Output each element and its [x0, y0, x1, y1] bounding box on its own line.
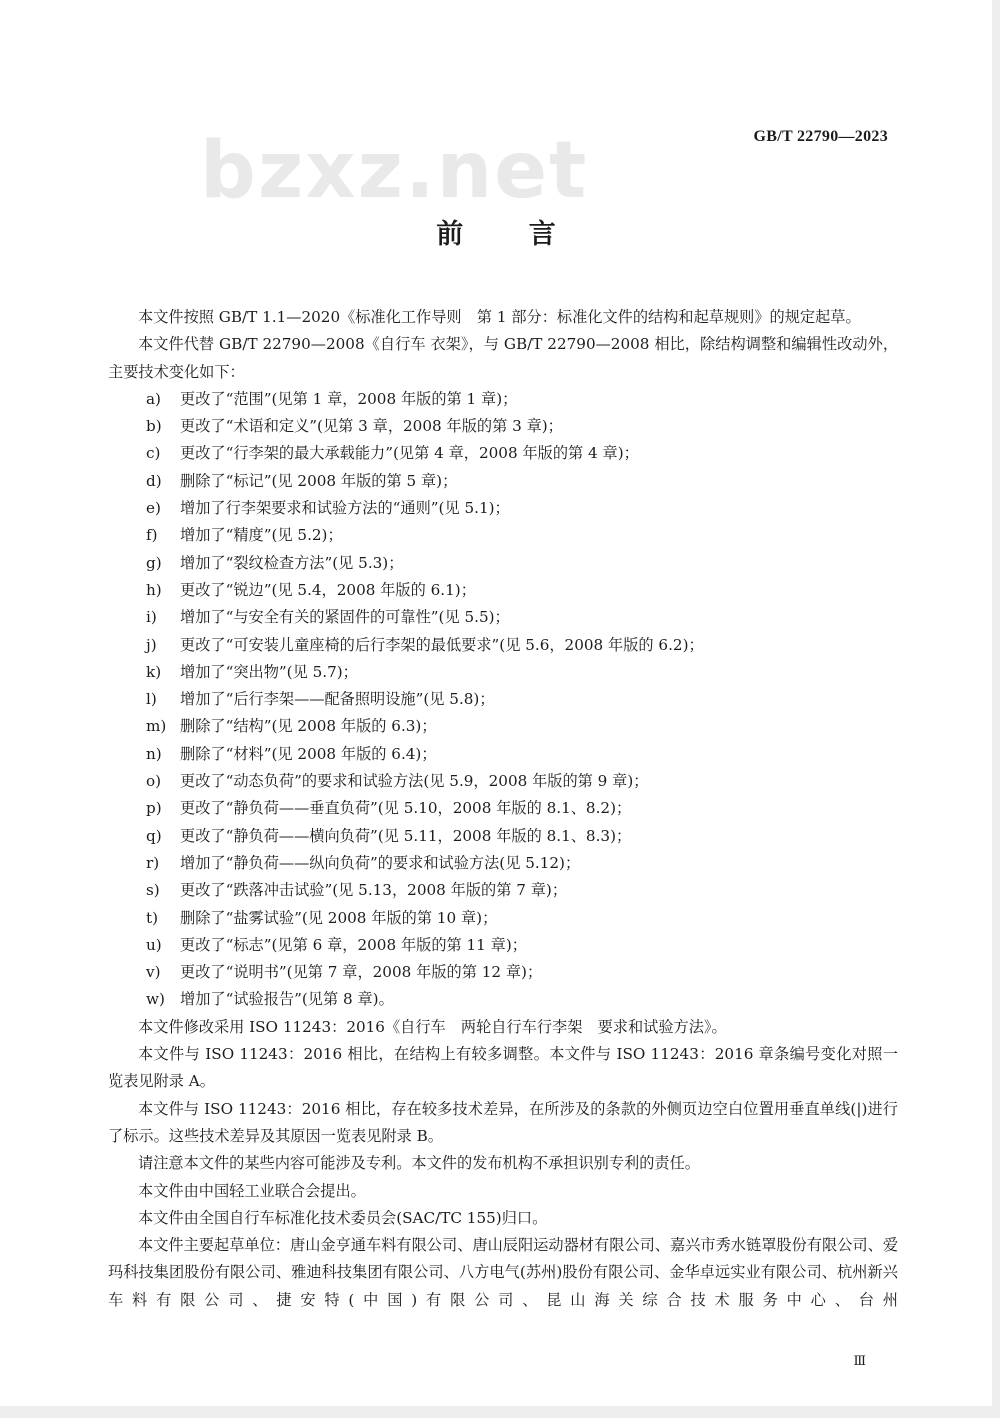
list-marker: r)	[146, 853, 160, 872]
list-item	[108, 659, 898, 686]
list-item	[108, 550, 898, 577]
list-item-text: 增加了“精度”(见 5.2)；	[180, 526, 343, 545]
list-marker: n)	[146, 744, 162, 763]
paragraph-patent-notice: 请注意本文件的某些内容可能涉及专利。本文件的发布机构不承担识别专利的责任。	[138, 1154, 700, 1173]
list-marker: m)	[146, 717, 167, 736]
list-marker: v)	[146, 963, 161, 982]
list-item	[108, 768, 898, 795]
list-marker: f)	[146, 526, 158, 545]
list-item	[108, 795, 898, 822]
list-item	[108, 495, 898, 522]
list-item-text: 删除了“材料”(见 2008 年版的 6.4)；	[180, 744, 437, 763]
list-item	[108, 932, 898, 959]
list-item-text: 增加了“试验报告”(见第 8 章)。	[180, 990, 394, 1009]
list-item	[108, 877, 898, 904]
list-marker: t)	[146, 908, 159, 927]
list-item-text: 更改了“标志”(见第 6 章，2008 年版的第 11 章)；	[180, 935, 527, 954]
list-marker: k)	[146, 662, 162, 681]
paragraph-adoption: 本文件修改采用 ISO 11243：2016《自行车 两轮自行车行李架 要求和试验方法》。	[138, 1017, 727, 1036]
list-item	[108, 823, 898, 850]
list-item	[108, 468, 898, 495]
list-item-text: 删除了“盐雾试验”(见 2008 年版的第 10 章)；	[180, 908, 498, 927]
list-item	[108, 386, 898, 413]
list-marker: p)	[146, 799, 162, 818]
list-item	[108, 686, 898, 713]
list-item	[108, 741, 898, 768]
paragraph-technical-differences: 本文件与 ISO 11243：2016 相比，存在较多技术差异，在所涉及的条款的外侧页边空白位置用垂直单线(|)进行了标示。这些技术差异及其原因一览表见附录 B。	[108, 1099, 898, 1145]
list-marker: u)	[146, 935, 162, 954]
list-item-text: 更改了“静负荷——横向负荷”(见 5.11，2008 年版的 8.1、8.3)；	[180, 826, 632, 845]
list-item	[108, 713, 898, 740]
intro-paragraph-drafting: 本文件按照 GB/T 1.1—2020《标准化工作导则 第 1 部分：标准化文件的结构和起草规则》的规定起草。	[138, 308, 861, 326]
paragraph-administered-by: 本文件由全国自行车标准化技术委员会(SAC/TC 155)归口。	[138, 1208, 548, 1227]
standard-code: GB/T 22790—2023	[753, 128, 888, 145]
list-marker: b)	[146, 417, 162, 436]
list-marker: h)	[146, 580, 162, 599]
list-marker: j)	[146, 635, 157, 654]
list-item	[108, 986, 898, 1013]
list-item-text: 更改了“术语和定义”(见第 3 章，2008 年版的第 3 章)；	[180, 417, 563, 436]
list-item	[108, 959, 898, 986]
intro-paragraph-replaces: 本文件代替 GB/T 22790—2008《自行车 衣架》，与 GB/T 22790—2008 相比，除结构调整和编辑性改动外，主要技术变化如下：	[108, 335, 898, 381]
changes-list	[108, 386, 898, 1014]
document-body	[108, 304, 898, 1314]
page-title: 前 言	[436, 219, 584, 250]
list-marker: o)	[146, 772, 162, 791]
list-marker: s)	[146, 881, 160, 900]
paragraph-proposed-by: 本文件由中国轻工业联合会提出。	[138, 1181, 366, 1200]
list-item-text: 增加了“突出物”(见 5.7)；	[180, 662, 358, 681]
paragraph-structure: 本文件与 ISO 11243：2016 相比，在结构上有较多调整。本文件与 ISO 11243：2016 章条编号变化对照一览表见附录 A。	[108, 1045, 898, 1091]
list-item-text: 增加了“与安全有关的紧固件的可靠性”(见 5.5)；	[180, 608, 510, 627]
list-item-text: 增加了行李架要求和试验方法的“通则”(见 5.1)；	[180, 499, 510, 518]
list-item-text: 增加了“后行李架——配备照明设施”(见 5.8)；	[180, 690, 495, 709]
list-marker: e)	[146, 499, 161, 518]
page-number: Ⅲ	[853, 1354, 866, 1369]
list-item-text: 更改了“行李架的最大承载能力”(见第 4 章，2008 年版的第 4 章)；	[180, 444, 639, 463]
list-item	[108, 604, 898, 631]
list-item	[108, 850, 898, 877]
list-item-text: 删除了“结构”(见 2008 年版的 6.3)；	[180, 717, 437, 736]
list-item	[108, 522, 898, 549]
list-item-text: 删除了“标记”(见 2008 年版的第 5 章)；	[180, 471, 458, 490]
list-item	[108, 577, 898, 604]
list-item-text: 更改了“锐边”(见 5.4，2008 年版的 6.1)；	[180, 580, 476, 599]
list-marker: a)	[146, 389, 161, 408]
list-marker: i)	[146, 608, 157, 627]
list-item-text: 增加了“静负荷——纵向负荷”的要求和试验方法(见 5.12)；	[180, 853, 581, 872]
list-item-text: 更改了“静负荷——垂直负荷”(见 5.10，2008 年版的 8.1、8.2)；	[180, 799, 632, 818]
list-marker: g)	[146, 553, 162, 572]
watermark: bzxz.net	[200, 126, 589, 216]
list-item-text: 更改了“说明书”(见第 7 章，2008 年版的第 12 章)；	[180, 963, 543, 982]
list-item-text: 更改了“跌落冲击试验”(见 5.13，2008 年版的第 7 章)；	[180, 881, 568, 900]
list-item	[108, 440, 898, 467]
list-marker: q)	[146, 826, 162, 845]
list-marker: w)	[146, 990, 165, 1009]
list-item-text: 增加了“裂纹检查方法”(见 5.3)；	[180, 553, 404, 572]
list-marker: d)	[146, 471, 162, 490]
list-marker: c)	[146, 444, 161, 463]
list-item-text: 更改了“范围”(见第 1 章，2008 年版的第 1 章)；	[180, 389, 518, 408]
paragraph-drafting-units: 本文件主要起草单位：唐山金亨通车料有限公司、唐山辰阳运动器材有限公司、嘉兴市秀水链罩股份有限公司、爱玛科技集团股份有限公司、雅迪科技集团有限公司、八方电气(苏州)股份有限公司、金华卓远实业有限公司、杭州新兴车料有限公司、捷安特(中国)有限公司、昆山海关综合技术服务中心、台州	[108, 1236, 898, 1309]
list-item	[108, 905, 898, 932]
list-item-text: 更改了“动态负荷”的要求和试验方法(见 5.9，2008 年版的第 9 章)；	[180, 772, 649, 791]
list-item	[108, 632, 898, 659]
list-marker: l)	[146, 690, 157, 709]
list-item-text: 更改了“可安装儿童座椅的后行李架的最低要求”(见 5.6，2008 年版的 6.2)；	[180, 635, 704, 654]
list-item	[108, 413, 898, 440]
